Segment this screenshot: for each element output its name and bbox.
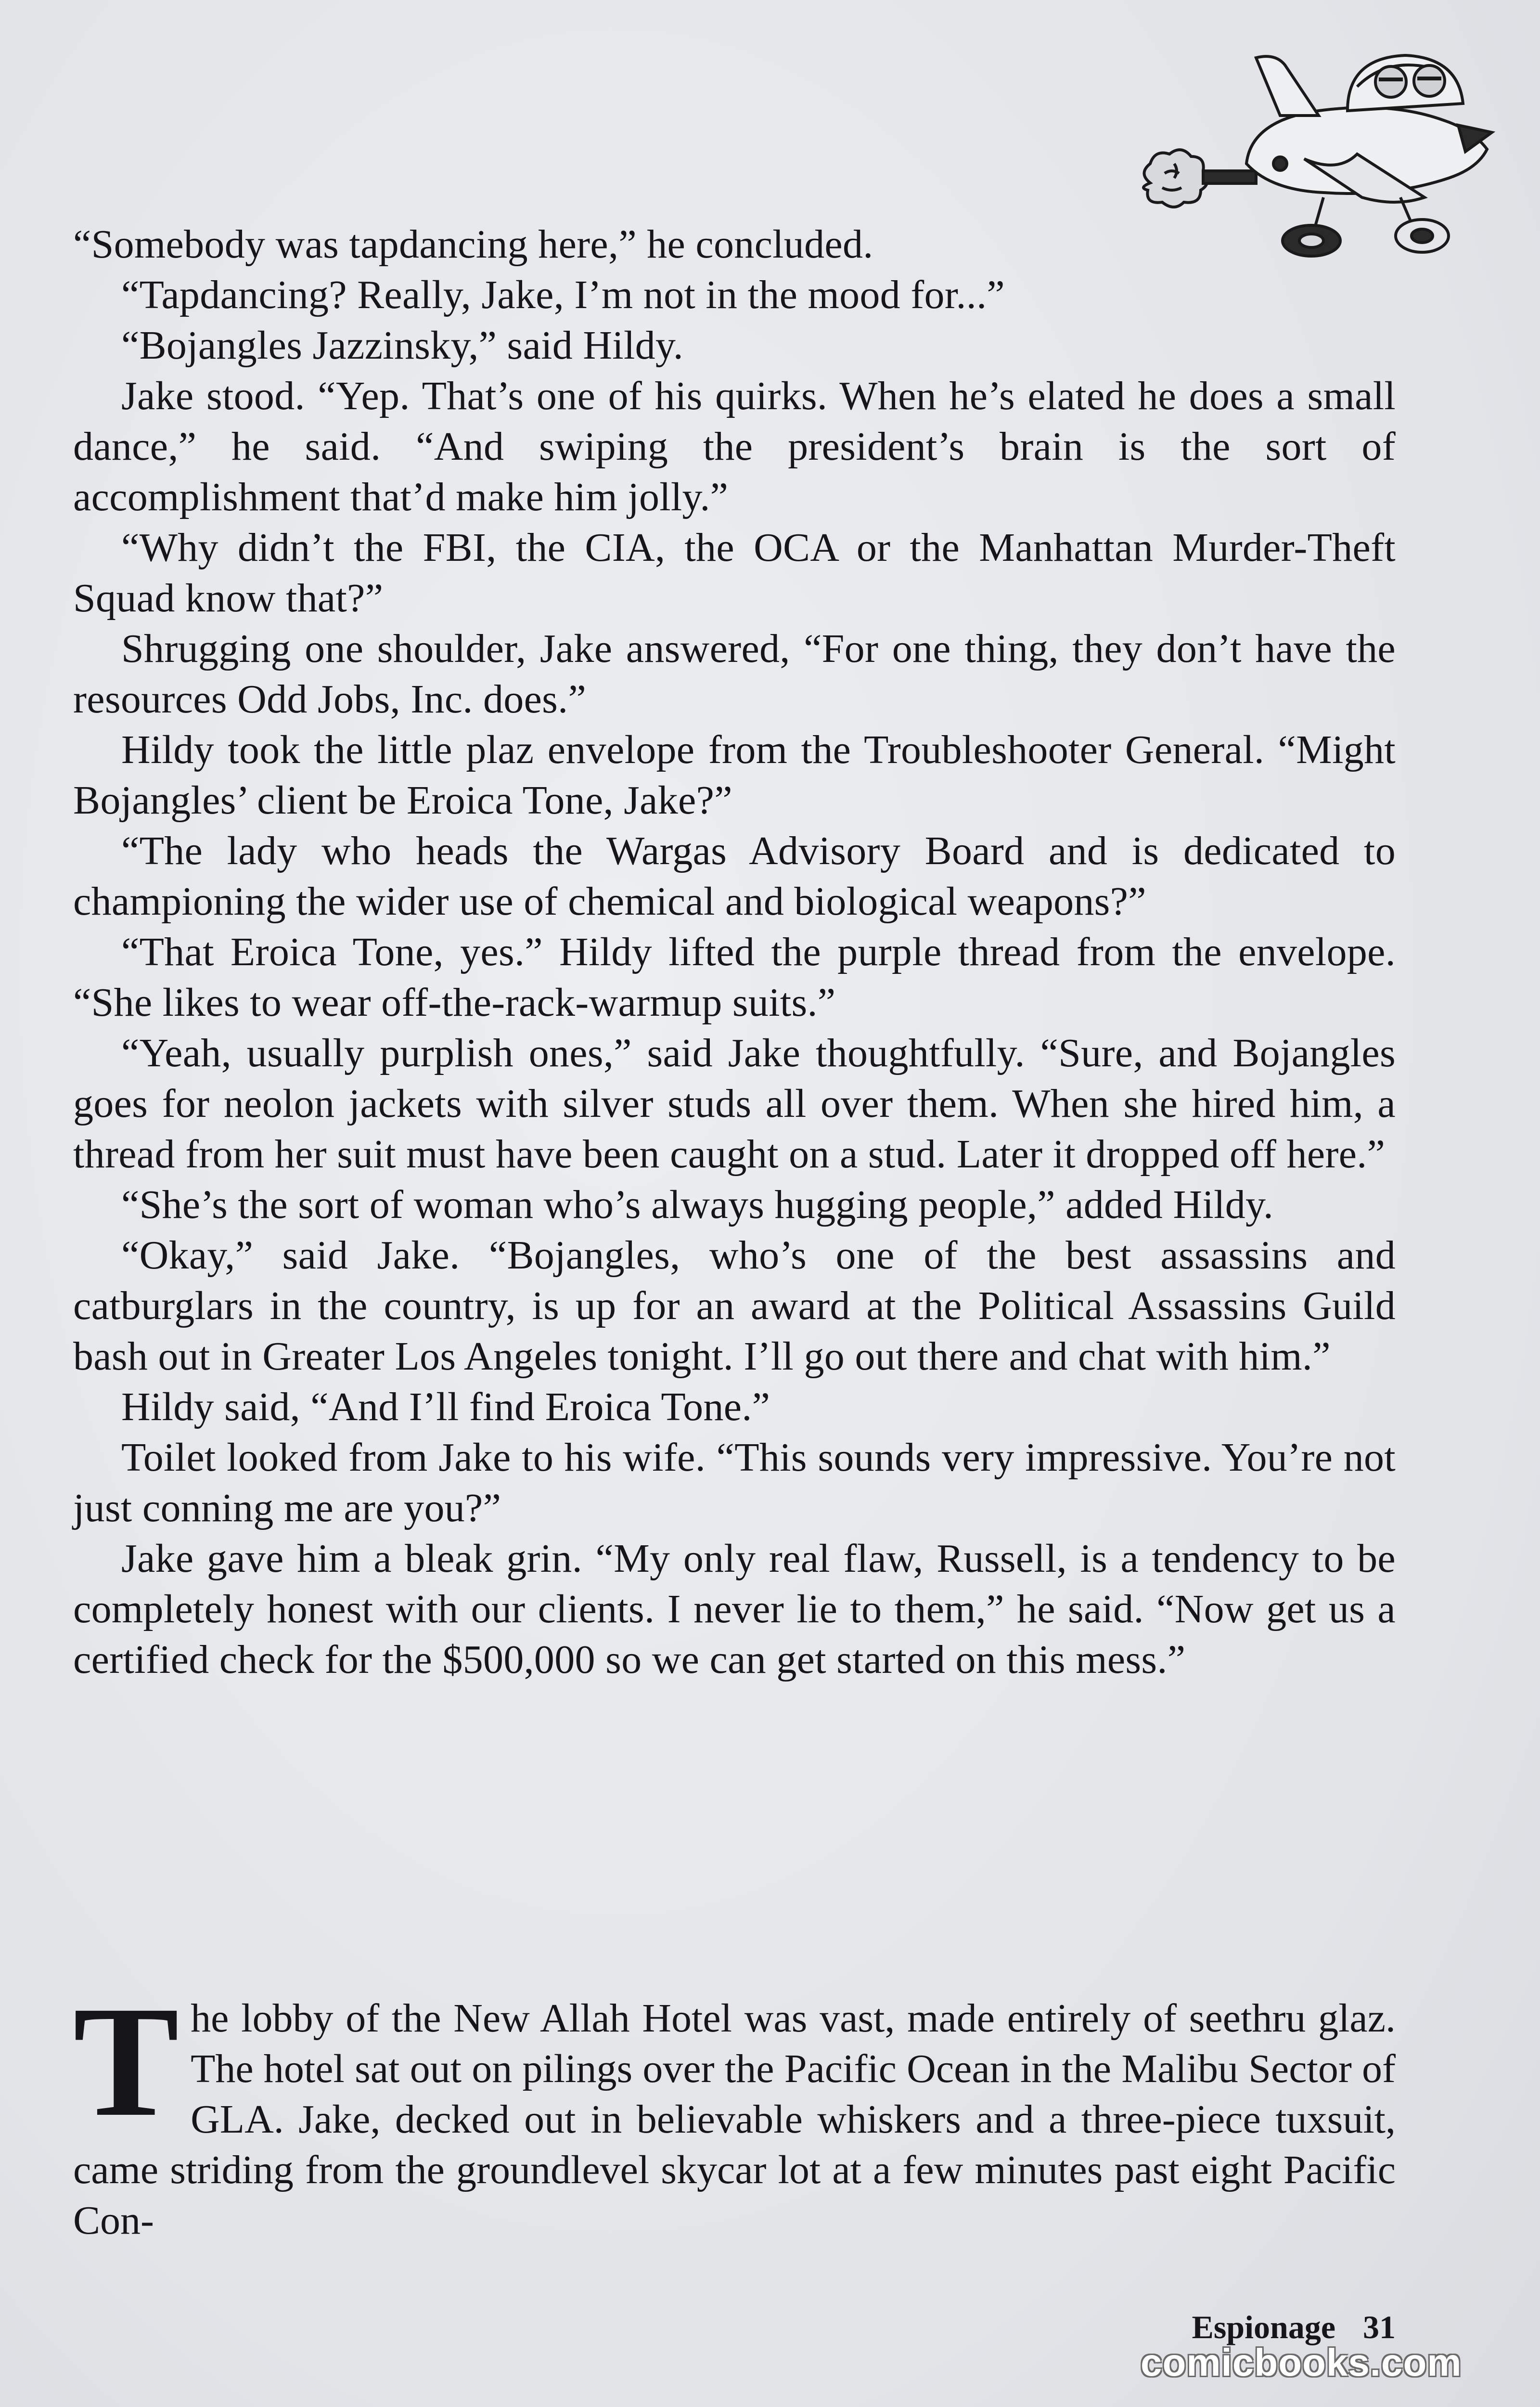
paragraph: “She’s the sort of woman who’s always hugging people,” added Hildy. <box>121 1182 1274 1227</box>
running-section-title: Espionage <box>1192 2309 1335 2345</box>
paragraph: “Somebody was tapdancing here,” he concluded. <box>73 222 873 267</box>
site-watermark: comicbooks.com <box>1141 2341 1462 2384</box>
paragraph: Shrugging one shoulder, Jake answered, “For one thing, they don’t have the resources Odd Jobs, Inc. does.” <box>73 626 1396 722</box>
section-paragraph: he lobby of the New Allah Hotel was vast, made entirely of seethru glaz. The hotel sat out on pilings over the Pacific Ocean in the Malibu Sector of GLA. Jake, decked out in believable whiskers and a three-piece tuxsuit, came striding from the groundlevel skycar lot at a few minutes past eight Pacific Con- <box>73 1996 1396 2243</box>
new-section <box>73 1974 1396 2246</box>
paragraph: Toilet looked from Jake to his wife. “This sounds very impressive. You’re not just conning me are you?” <box>73 1435 1396 1530</box>
paragraph: “Bojangles Jazzinsky,” said Hildy. <box>121 323 684 368</box>
paragraph: “That Eroica Tone, yes.” Hildy lifted the purple thread from the envelope. “She likes to wear off-the-rack-warmup suits.” <box>73 930 1396 1025</box>
paragraph: Hildy said, “And I’ll find Eroica Tone.” <box>121 1385 770 1429</box>
paragraph: “Yeah, usually purplish ones,” said Jake thoughtfully. “Sure, and Bojangles goes for neolon jackets with silver studs all over them. When she hired him, a thread from her suit must have been caught on a stud. Later it dropped off here.” <box>73 1031 1396 1177</box>
paragraph: Hildy took the little plaz envelope from the Troubleshooter General. “Might Bojangles’ client be Eroica Tone, Jake?” <box>73 727 1396 823</box>
paragraph: Jake gave him a bleak grin. “My only real flaw, Russell, is a tendency to be completely honest with our clients. I never lie to them,” he said. “Now get us a certified check for the $500,000 so we can get started on this mess.” <box>73 1536 1396 1682</box>
page-number: 31 <box>1363 2309 1396 2345</box>
paragraph: “The lady who heads the Wargas Advisory Board and is dedicated to championing the wider use of chemical and biological weapons?” <box>73 828 1396 924</box>
paragraph: Jake stood. “Yep. That’s one of his quirks. When he’s elated he does a small dance,” he said. “And swiping the president’s brain is the sort of accomplishment that’d make him jolly.” <box>73 374 1396 519</box>
drop-cap: T <box>73 1974 180 2149</box>
story-text <box>73 219 1396 1685</box>
paragraph: “Why didn’t the FBI, the CIA, the OCA or the Manhattan Murder-Theft Squad know that?” <box>73 525 1396 621</box>
paragraph: “Okay,” said Jake. “Bojangles, who’s one of the best assassins and catburglars in the country, is up for an award at the Political Assassins Guild bash out in Greater Los Angeles tonight. I’ll go out there and chat with him.” <box>73 1233 1396 1379</box>
paragraph: “Tapdancing? Really, Jake, I’m not in the mood for...” <box>121 272 1005 317</box>
